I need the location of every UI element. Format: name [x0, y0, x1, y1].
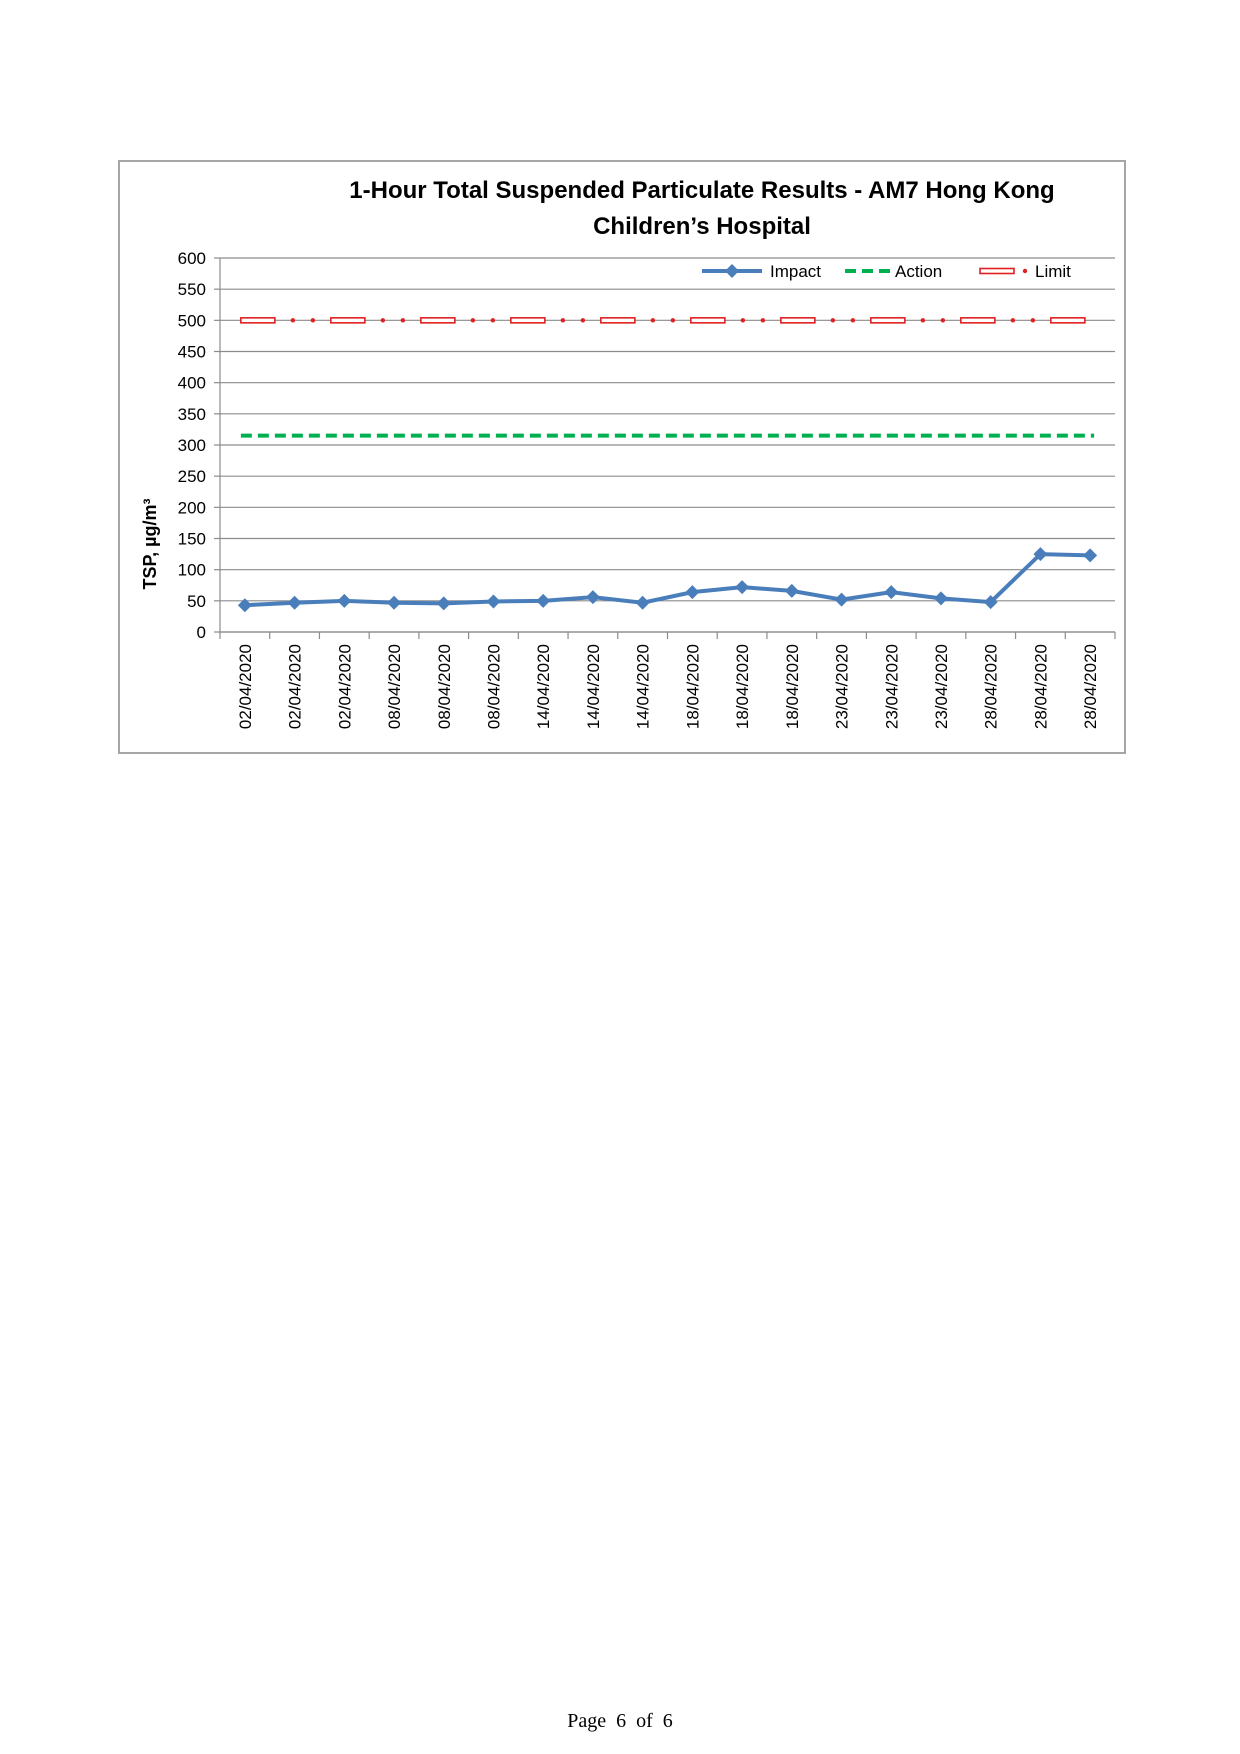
y-tick-label: 500	[177, 311, 206, 331]
limit-dot	[291, 318, 295, 322]
x-tick-label: 02/04/2020	[335, 644, 355, 730]
y-tick-label: 50	[187, 591, 206, 611]
page-label: Page	[567, 1710, 607, 1732]
limit-dot	[1011, 318, 1015, 322]
limit-dot	[471, 318, 475, 322]
x-tick-label: 14/04/2020	[633, 644, 653, 730]
impact-data-point	[1083, 548, 1097, 562]
limit-dot	[671, 318, 675, 322]
impact-data-point	[884, 585, 898, 599]
impact-data-point	[934, 591, 948, 605]
impact-series-line	[245, 554, 1090, 605]
y-tick-label: 600	[177, 249, 206, 268]
limit-dash	[691, 318, 725, 323]
page-of-label: of	[636, 1710, 653, 1732]
limit-dot	[761, 318, 765, 322]
limit-dash	[331, 318, 365, 323]
limit-dot	[941, 318, 945, 322]
impact-data-point	[636, 596, 650, 610]
limit-dash	[601, 318, 635, 323]
x-tick-label: 23/04/2020	[931, 644, 951, 730]
y-tick-label: 450	[177, 342, 206, 362]
y-tick-label: 150	[177, 529, 206, 549]
chart-frame	[118, 160, 1126, 754]
x-tick-label: 14/04/2020	[583, 644, 603, 730]
legend-label: Action	[895, 262, 943, 281]
limit-dot	[1031, 318, 1035, 322]
y-tick-label: 300	[177, 436, 206, 455]
limit-dot	[831, 318, 835, 322]
x-tick-label: 23/04/2020	[832, 644, 852, 730]
page-number: 6	[616, 1710, 627, 1732]
y-tick-label: 200	[177, 498, 206, 518]
limit-dash	[961, 318, 995, 323]
chart-title-line1: 1-Hour Total Suspended Particulate Results - AM7 Hong Kong	[349, 177, 1055, 204]
limit-dot	[921, 318, 925, 322]
x-tick-label: 02/04/2020	[235, 644, 255, 730]
limit-dash	[1051, 318, 1085, 323]
impact-data-point	[835, 593, 849, 607]
legend-limit-swatch	[980, 269, 1014, 274]
y-tick-label: 0	[196, 623, 206, 642]
impact-data-point	[685, 585, 699, 599]
y-tick-label: 350	[177, 404, 206, 424]
limit-dot	[561, 318, 565, 322]
x-tick-label: 28/04/2020	[1031, 644, 1051, 730]
x-tick-label: 08/04/2020	[385, 644, 405, 730]
limit-dash	[871, 318, 905, 323]
limit-dot	[401, 318, 405, 322]
page-footer	[0, 1710, 1240, 1733]
x-tick-label: 23/04/2020	[882, 644, 902, 730]
chart-title-line2: Children’s Hospital	[593, 213, 811, 240]
impact-data-point	[437, 596, 451, 610]
impact-data-point	[288, 596, 302, 610]
limit-dash	[781, 318, 815, 323]
impact-data-point	[387, 596, 401, 610]
limit-dash	[241, 318, 275, 323]
x-tick-label: 28/04/2020	[1081, 644, 1101, 730]
y-tick-label: 550	[177, 280, 206, 300]
limit-dot	[491, 318, 495, 322]
limit-dot	[381, 318, 385, 322]
legend-label: Impact	[770, 262, 822, 281]
x-tick-label: 08/04/2020	[484, 644, 504, 730]
impact-data-point	[586, 590, 600, 604]
legend-impact-marker	[725, 264, 739, 278]
limit-dot	[581, 318, 585, 322]
limit-dot	[741, 318, 745, 322]
impact-data-point	[337, 594, 351, 608]
y-tick-label: 400	[177, 373, 206, 393]
limit-dot	[311, 318, 315, 322]
limit-dot	[651, 318, 655, 322]
limit-dot	[851, 318, 855, 322]
limit-dash	[421, 318, 455, 323]
x-tick-label: 18/04/2020	[683, 644, 703, 730]
page-total: 6	[662, 1710, 673, 1732]
x-tick-label: 02/04/2020	[285, 644, 305, 730]
line-chart	[120, 162, 1124, 752]
y-tick-label: 100	[177, 560, 206, 580]
limit-dash	[511, 318, 545, 323]
impact-data-point	[735, 580, 749, 594]
x-tick-label: 28/04/2020	[981, 644, 1001, 730]
y-tick-label: 250	[177, 467, 206, 487]
x-tick-label: 18/04/2020	[733, 644, 753, 730]
impact-data-point	[486, 594, 500, 608]
x-tick-label: 14/04/2020	[534, 644, 554, 730]
x-tick-label: 18/04/2020	[782, 644, 802, 730]
impact-data-point	[536, 594, 550, 608]
legend-label: Limit	[1035, 262, 1071, 281]
impact-data-point	[785, 584, 799, 598]
x-tick-label: 08/04/2020	[434, 644, 454, 730]
y-axis-label: TSP, µg/m³	[140, 498, 160, 590]
legend-limit-dot	[1023, 269, 1027, 273]
